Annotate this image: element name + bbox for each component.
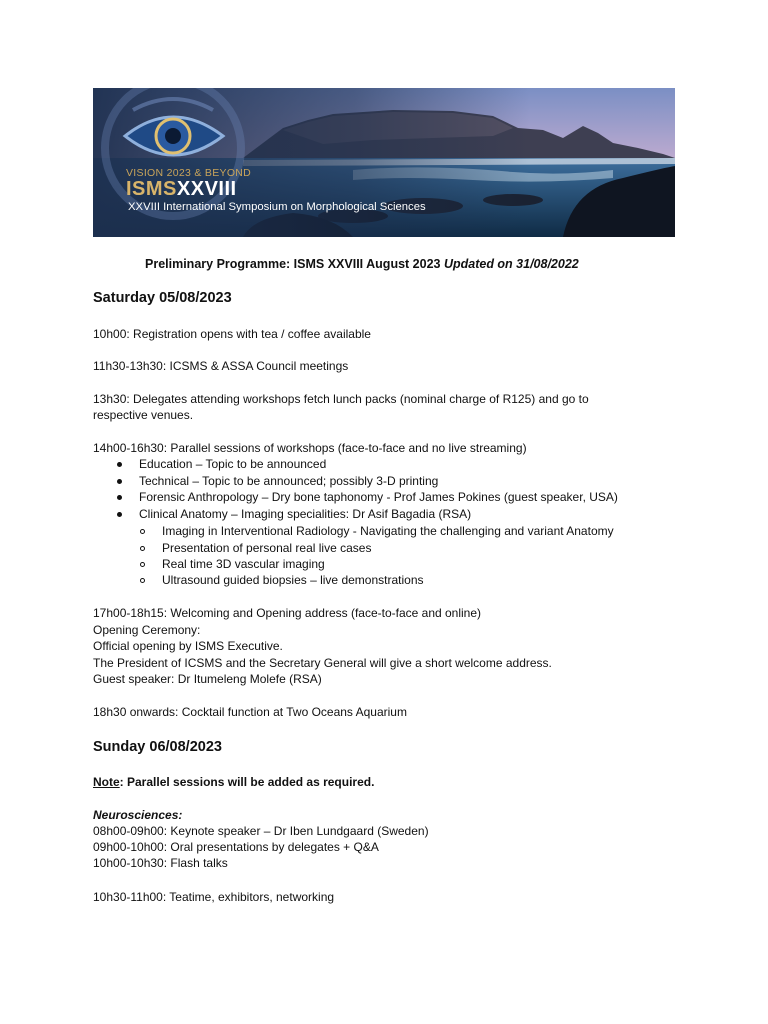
- bullet: [117, 462, 122, 467]
- sat-workshops: 14h00-16h30: Parallel sessions of workshops (face-to-face and no live streaming): [93, 441, 527, 455]
- sub-bullet: [140, 546, 145, 551]
- sub-bullet: [140, 578, 145, 583]
- imaging-item: Real time 3D vascular imaging: [162, 557, 325, 571]
- sunday-heading: Sunday 06/08/2023: [93, 739, 222, 755]
- bullet: [117, 512, 122, 517]
- sun-note: Note: Parallel sessions will be added as required.: [93, 775, 375, 789]
- imaging-item: Presentation of personal real live cases: [162, 541, 372, 555]
- programme-title: Preliminary Programme: ISMS XXVIII August 2023 Updated on 31/08/2022: [145, 257, 579, 271]
- sun-keynote: 08h00-09h00: Keynote speaker – Dr Iben Lundgaard (Sweden): [93, 824, 429, 838]
- banner-vision-text: VISION 2023 & BEYOND: [126, 167, 252, 179]
- sat-guest-speaker: Guest speaker: Dr Itumeleng Molefe (RSA): [93, 672, 322, 686]
- sat-lunch-line2: respective venues.: [93, 408, 194, 422]
- workshop-item: Technical – Topic to be announced; possibly 3-D printing: [139, 474, 439, 488]
- sat-official-opening: Official opening by ISMS Executive.: [93, 639, 283, 653]
- bullet: [117, 495, 122, 500]
- sat-council-meetings: 11h30-13h30: ICSMS & ASSA Council meetings: [93, 359, 349, 373]
- bullet: [117, 479, 122, 484]
- banner-subtitle: XXVIII International Symposium on Morphological Sciences: [128, 201, 426, 213]
- imaging-item: Ultrasound guided biopsies – live demonstrations: [162, 573, 424, 587]
- sun-neurosciences-label: Neurosciences:: [93, 808, 183, 822]
- sub-bullet: [140, 562, 145, 567]
- banner-isms-logo-text: ISMSXXVIII: [126, 178, 237, 200]
- workshop-item: Forensic Anthropology – Dry bone taphonomy - Prof James Pokines (guest speaker, USA): [139, 490, 618, 504]
- imaging-item: Imaging in Interventional Radiology - Navigating the challenging and variant Anatomy: [162, 524, 614, 538]
- sat-opening-ceremony: Opening Ceremony:: [93, 623, 201, 637]
- sun-teatime: 10h30-11h00: Teatime, exhibitors, networking: [93, 890, 335, 904]
- sun-oral-presentations: 09h00-10h00: Oral presentations by delegates + Q&A: [93, 840, 379, 854]
- sat-lunch-line1: 13h30: Delegates attending workshops fetch lunch packs (nominal charge of R125) and go to: [93, 392, 589, 406]
- sat-cocktail: 18h30 onwards: Cocktail function at Two Oceans Aquarium: [93, 705, 407, 719]
- sat-welcoming: 17h00-18h15: Welcoming and Opening address (face-to-face and online): [93, 606, 482, 620]
- workshop-item: Clinical Anatomy – Imaging specialities: Dr Asif Bagadia (RSA): [139, 507, 472, 521]
- sat-registration: 10h00: Registration opens with tea / coffee available: [93, 327, 371, 341]
- banner-image: [93, 88, 675, 237]
- workshop-item: Education – Topic to be announced: [139, 457, 327, 471]
- header-banner: [93, 88, 675, 237]
- sub-bullet: [140, 529, 145, 534]
- saturday-heading: Saturday 05/08/2023: [93, 290, 232, 306]
- sun-flash-talks: 10h00-10h30: Flash talks: [93, 856, 228, 870]
- sat-welcome-address: The President of ICSMS and the Secretary General will give a short welcome address.: [93, 656, 552, 670]
